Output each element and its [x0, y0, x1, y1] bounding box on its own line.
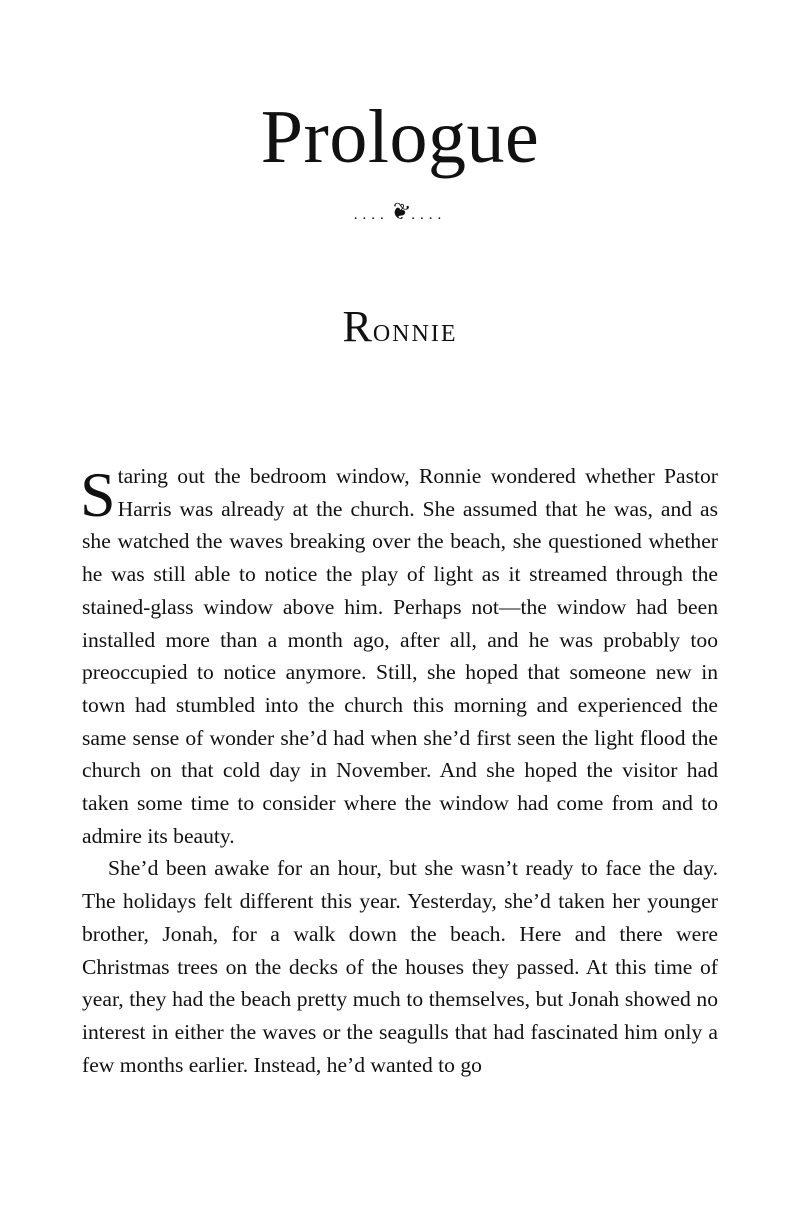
paragraph-1-text: taring out the bedroom window, Ronnie wondered whether Pastor Harris was already at the church. She assumed that he was, and as she watched the waves breaking over the beach, she questioned whether he was still able to notice the play of light as it streamed through the stained-glass window above him. Perhaps not—the window had been installed more than a month ago, after all, and he was probably too preoccupied to notice anymore. Still, she hoped that someone new in town had stumbled into the church this morning and experienced the same sense of wonder she’d had when she’d first seen the light flood the church on that cold day in November. And she hoped the visitor had taken some time to consider where the window had come from and to admire its beauty. — [82, 464, 718, 848]
paragraph-1 — [82, 460, 718, 852]
paragraph-2: She’d been awake for an hour, but she wasn’t ready to face the day. The holidays felt different this year. Yesterday, she’d taken her younger brother, Jonah, for a walk down the beach. Here and there were Christmas trees on the decks of the houses they passed. At this time of year, they had the beach pretty much to themselves, but Jonah showed no interest in either the waves or the seagulls that had fascinated him only a few months earlier. Instead, he’d wanted to go — [82, 856, 718, 1077]
narrator-rest: onnie — [372, 312, 458, 349]
leaf-ornament-icon: ❦ — [387, 196, 414, 227]
narrator-initial: R — [342, 302, 373, 351]
ornament-dots-right: .... — [411, 207, 447, 223]
narrator-heading — [0, 302, 800, 356]
chapter-title: Prologue — [260, 95, 540, 179]
ornament-dots-left: .... — [353, 207, 389, 223]
body-text — [82, 460, 718, 1081]
chapter-ornament — [0, 196, 800, 227]
drop-cap: S — [80, 459, 116, 530]
